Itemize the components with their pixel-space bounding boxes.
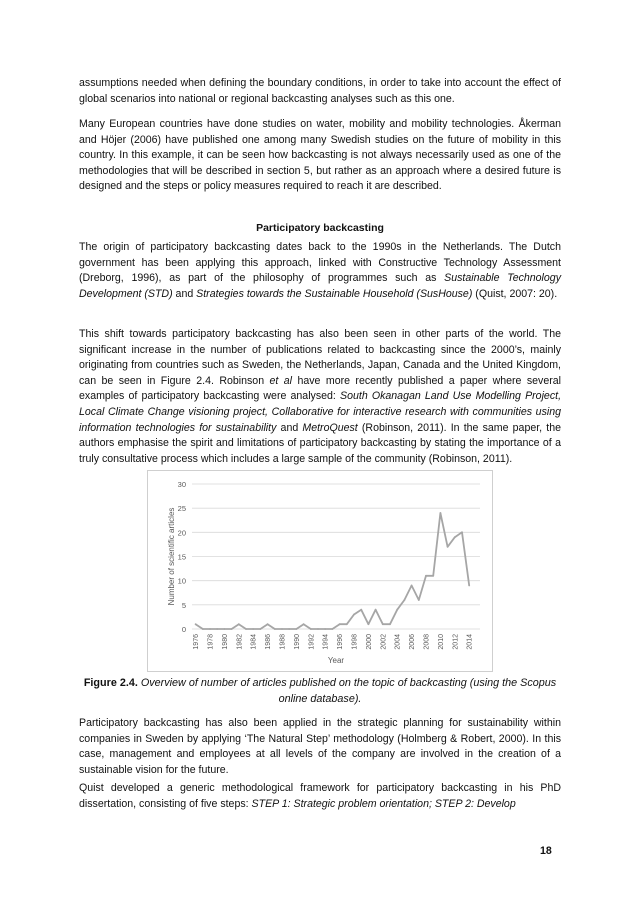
data-point xyxy=(195,623,197,625)
x-tick-label: 2014 xyxy=(466,634,474,650)
page-number: 18 xyxy=(540,845,552,857)
data-point xyxy=(389,623,391,625)
data-point xyxy=(224,628,226,630)
data-point xyxy=(288,628,290,630)
x-tick-label: 1976 xyxy=(193,634,201,650)
section-heading: Participatory backcasting xyxy=(256,222,384,234)
data-point xyxy=(396,609,398,611)
data-point xyxy=(360,609,362,611)
data-point xyxy=(418,599,420,601)
data-point xyxy=(346,623,348,625)
data-point xyxy=(425,575,427,577)
data-point xyxy=(245,628,247,630)
data-point xyxy=(382,623,384,625)
x-tick-label: 1994 xyxy=(322,634,330,650)
data-point xyxy=(260,628,262,630)
paragraph-intro: assumptions needed when defining the boundary conditions, in order to take into account the effect of global scenarios into national or regional backcasting analyses such as this one. xyxy=(79,77,561,105)
data-point xyxy=(404,599,406,601)
data-point xyxy=(324,628,326,630)
x-tick-label: 1980 xyxy=(221,634,229,650)
data-point xyxy=(202,628,204,630)
data-point xyxy=(267,623,269,625)
y-axis-label: Number of scientific articles xyxy=(167,507,176,606)
x-tick-label: 2000 xyxy=(365,634,373,650)
paragraph-shift: This shift towards participatory backcasting has also been seen in other parts of the world. The significant increase in the number of publications related to backcasting since the 2000’s, mainly originating from countries such as Sweden, the Netherlands, Japan, Canada and the United Kingdom, can be seen in Figure 2.4. Robinson et al have more recently published a paper where several examples of participatory backcasting were analysed: South Okanagan Land Use Modelling Project, Local Climate Change visioning project, Collaborative for interactive research with communities using information technologies for sustainability and MetroQuest (Robinson, 2011). In the same paper, the authors emphasise the spirit and limitations of participatory backcasting by stating the importance of a truly consultative process which includes a large sample of the community (Robinson, 2011). xyxy=(79,328,562,465)
x-tick-label: 2006 xyxy=(409,634,417,650)
data-point xyxy=(238,623,240,625)
data-point xyxy=(411,585,413,587)
x-tick-label: 1978 xyxy=(207,634,215,650)
y-tick-label: 30 xyxy=(177,480,186,489)
data-point xyxy=(231,628,233,630)
x-tick-label: 1984 xyxy=(250,634,258,650)
data-point xyxy=(310,628,312,630)
data-point xyxy=(440,512,442,514)
y-tick-label: 5 xyxy=(181,600,186,610)
paragraph-origin: The origin of participatory backcasting dates back to the 1990s in the Netherlands. The Dutch government has been applying this approach, linked with Constructive Technology Assessment (Dreborg, 1996), as part of the philosophy of programmes such as Sustainable Technology Development (STD) and Strategies towards the Sustainable Household (SusHouse) (Quist, 2007: 20). xyxy=(79,241,561,300)
data-point xyxy=(447,546,449,548)
x-tick-label: 2002 xyxy=(380,634,388,650)
data-point xyxy=(339,623,341,625)
data-point xyxy=(461,531,463,533)
data-point xyxy=(252,628,254,630)
paragraph-european-studies: Many European countries have done studies on water, mobility and mobility technologies. Åkerman and Höjer (2006) have published one among many Swedish studies on the future of mobility in this country. In this example, it can be seen how backcasting is not always necessarily used as one of the methodologies that will be described in section 5, but rather as an approach where a desired future is designed and the steps or policy measures required to reach it are described. xyxy=(79,118,561,193)
data-point xyxy=(274,628,276,630)
line-chart xyxy=(148,471,492,671)
y-tick-label: 15 xyxy=(177,552,186,562)
series-line xyxy=(196,513,470,629)
x-tick-label: 2008 xyxy=(423,634,431,650)
data-point xyxy=(296,628,298,630)
x-tick-label: 1988 xyxy=(279,634,287,650)
data-point xyxy=(353,614,355,616)
data-point xyxy=(209,628,211,630)
x-tick-label: 2012 xyxy=(452,634,460,650)
figure-chart xyxy=(147,470,493,672)
data-point xyxy=(454,536,456,538)
data-point xyxy=(468,585,470,587)
y-tick-label: 10 xyxy=(177,576,186,586)
x-axis-label: Year xyxy=(327,656,345,665)
x-tick-label: 2010 xyxy=(437,634,445,650)
x-tick-label: 1992 xyxy=(308,634,316,650)
x-tick-label: 1998 xyxy=(351,634,359,650)
y-tick-label: 0 xyxy=(181,625,186,634)
x-tick-label: 1996 xyxy=(337,634,345,650)
paragraph-quist: Quist developed a generic methodological framework for participatory backcasting in his PhD dissertation, consisting of five steps: STEP 1: Strategic problem orientation; STEP 2: Develop xyxy=(79,782,561,810)
x-tick-label: 1982 xyxy=(236,634,244,650)
data-point xyxy=(281,628,283,630)
x-tick-label: 1990 xyxy=(293,634,301,650)
x-tick-label: 1986 xyxy=(265,634,273,650)
y-tick-label: 25 xyxy=(177,504,186,514)
data-point xyxy=(317,628,319,630)
data-point xyxy=(332,628,334,630)
data-point xyxy=(368,623,370,625)
data-point xyxy=(216,628,218,630)
figure-caption: Figure 2.4. Overview of number of articles published on the topic of backcasting (using the Scopus online database). xyxy=(83,677,557,705)
data-point xyxy=(303,623,305,625)
y-tick-label: 20 xyxy=(177,528,186,538)
data-point xyxy=(432,575,434,577)
paragraph-natural-step: Participatory backcasting has also been applied in the strategic planning for sustainability within companies in Sweden by applying ‘The Natural Step’ methodology (Holmberg & Robert, 2000). In this case, management and employees at all levels of the company are involved in the creation of a sustainable vision for the future. xyxy=(79,717,561,776)
x-tick-label: 2004 xyxy=(394,634,402,650)
data-point xyxy=(375,609,377,611)
